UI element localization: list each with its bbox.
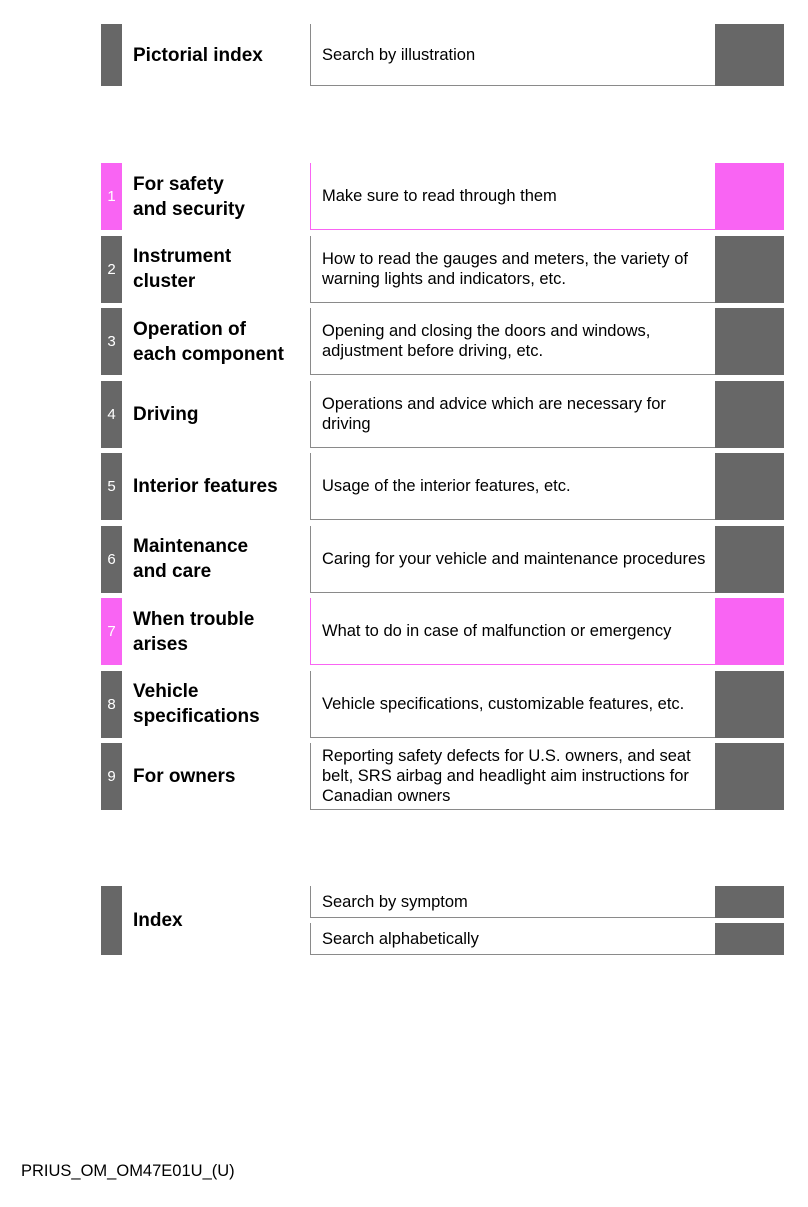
chapter-number-tab: 8	[101, 671, 122, 738]
chapter-description: Make sure to read through them	[310, 163, 715, 230]
search-by-symptom-row[interactable]	[310, 886, 784, 918]
chapter-row[interactable]	[101, 526, 784, 593]
chapter-number-tab: 7	[101, 598, 122, 665]
pictorial-index-edge-tab[interactable]	[715, 24, 784, 86]
chapter-edge-tab[interactable]	[715, 453, 784, 520]
chapter-title: Operation of each component	[133, 318, 284, 365]
chapter-edge-tab[interactable]	[715, 526, 784, 593]
search-alphabetically-row[interactable]	[310, 923, 784, 955]
index-tab	[101, 886, 122, 955]
chapter-row[interactable]	[101, 381, 784, 448]
pictorial-index-title: Pictorial index	[133, 44, 263, 66]
chapter-row[interactable]	[101, 163, 784, 230]
search-alphabetically-edge-tab[interactable]	[715, 923, 784, 955]
search-by-symptom-label: Search by symptom	[310, 886, 715, 918]
chapter-number-tab: 3	[101, 308, 122, 375]
chapter-title: When trouble arises	[133, 608, 255, 655]
chapter-edge-tab[interactable]	[715, 308, 784, 375]
chapter-title: For safety and security	[133, 173, 245, 220]
pictorial-index-description: Search by illustration	[310, 24, 715, 86]
index-row	[101, 886, 784, 955]
chapter-number-tab: 4	[101, 381, 122, 448]
chapter-title: Vehicle specifications	[133, 681, 260, 727]
chapter-description: Opening and closing the doors and windows, adjustment before driving, etc.	[310, 308, 715, 375]
chapter-number-tab: 9	[101, 743, 122, 810]
chapter-description: What to do in case of malfunction or emergency	[310, 598, 715, 665]
chapter-description: Vehicle specifications, customizable features, etc.	[310, 671, 715, 738]
chapter-number-tab: 1	[101, 163, 122, 230]
chapter-row[interactable]	[101, 743, 784, 810]
chapter-title: Driving	[133, 403, 199, 425]
chapter-edge-tab[interactable]	[715, 598, 784, 665]
chapter-number-tab: 5	[101, 453, 122, 520]
chapter-number-tab: 2	[101, 236, 122, 303]
search-alphabetically-label: Search alphabetically	[310, 923, 715, 955]
chapter-edge-tab[interactable]	[715, 163, 784, 230]
chapter-description: Caring for your vehicle and maintenance procedures	[310, 526, 715, 593]
chapter-description: How to read the gauges and meters, the variety of warning lights and indicators, etc.	[310, 236, 715, 303]
chapter-description: Operations and advice which are necessary for driving	[310, 381, 715, 448]
chapter-row[interactable]	[101, 236, 784, 303]
chapter-edge-tab[interactable]	[715, 671, 784, 738]
chapter-row[interactable]	[101, 598, 784, 665]
chapter-edge-tab[interactable]	[715, 743, 784, 810]
chapter-edge-tab[interactable]	[715, 381, 784, 448]
chapter-row[interactable]	[101, 308, 784, 375]
chapter-row[interactable]	[101, 671, 784, 738]
chapter-description: Usage of the interior features, etc.	[310, 453, 715, 520]
chapter-title: Maintenance and care	[133, 536, 249, 582]
chapter-number-tab: 6	[101, 526, 122, 593]
chapter-row[interactable]	[101, 453, 784, 520]
chapter-title: Interior features	[133, 476, 278, 497]
search-by-symptom-edge-tab[interactable]	[715, 886, 784, 918]
chapter-description: Reporting safety defects for U.S. owners, and seat belt, SRS airbag and headlight aim instructions for Canadian owners	[310, 743, 715, 810]
chapter-title: Instrument cluster	[133, 246, 232, 292]
document-code: PRIUS_OM_OM47E01U_(U)	[21, 1162, 235, 1180]
pictorial-index-tab	[101, 24, 122, 86]
chapter-title: For owners	[133, 766, 236, 787]
index-title: Index	[133, 910, 183, 931]
chapter-edge-tab[interactable]	[715, 236, 784, 303]
pictorial-index-row[interactable]	[101, 24, 784, 86]
